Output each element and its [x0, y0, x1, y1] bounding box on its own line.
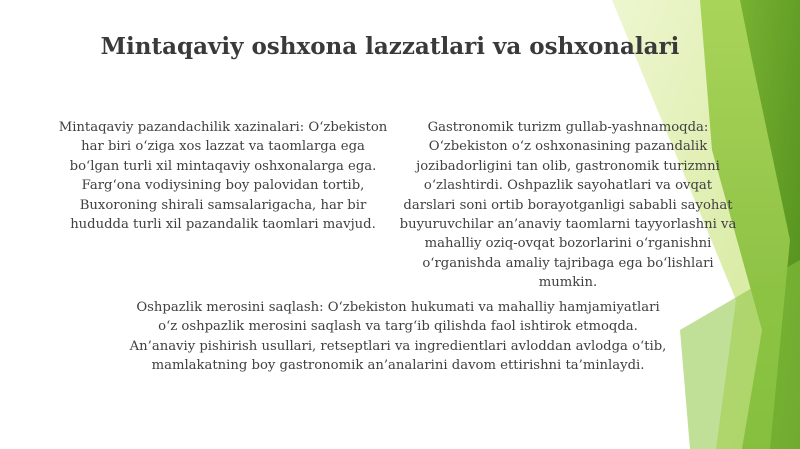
text-block-regional-cuisine: Mintaqaviy pazandachilik xazinalari: O‘zbekiston har biri o‘ziga xos lazzat va taomlarga ega bo‘lgan turli xil mintaqaviy oshxonalarga ega. Farg‘ona vodiysining boy palovidan tortib, Buxoroning shirali samsalarigacha, har bir hududda turli xil pazandalik taomlari mavjud.	[58, 120, 388, 233]
slide-title: Mintaqaviy oshxona lazzatlari va oshxonalari	[100, 33, 680, 60]
text-block-culinary-heritage: Oshpazlik merosini saqlash: O‘zbekiston hukumati va mahalliy hamjamiyatlari o‘z oshpazlik merosini saqlash va targ‘ib qilishda faol ishtirok etmoqda. An’anaviy pishirish usullari, retseptlari va ingredientlari avloddan avlodga o‘tib, mamlakatning boy gastronomik an’analarini davom ettirishni ta’minlaydi.	[129, 300, 667, 374]
text-block-gastronomic-tourism: Gastronomik turizm gullab-yashnamoqda: O‘zbekiston o‘z oshxonasining pazandalik jozibadorligini tan olib, gastronomik turizmni o‘zlashtirdi. Oshpazlik sayohatlari va ovqat darslari soni ortib borayotganligi sababli sayohat buyuruvchilar an’anaviy taomlarni tayyorlashni va mahalliy oziq-ovqat bozorlarini o‘rganishni o‘rganishda amaliy tajribaga ega bo‘lishlari mumkin.	[399, 120, 737, 291]
